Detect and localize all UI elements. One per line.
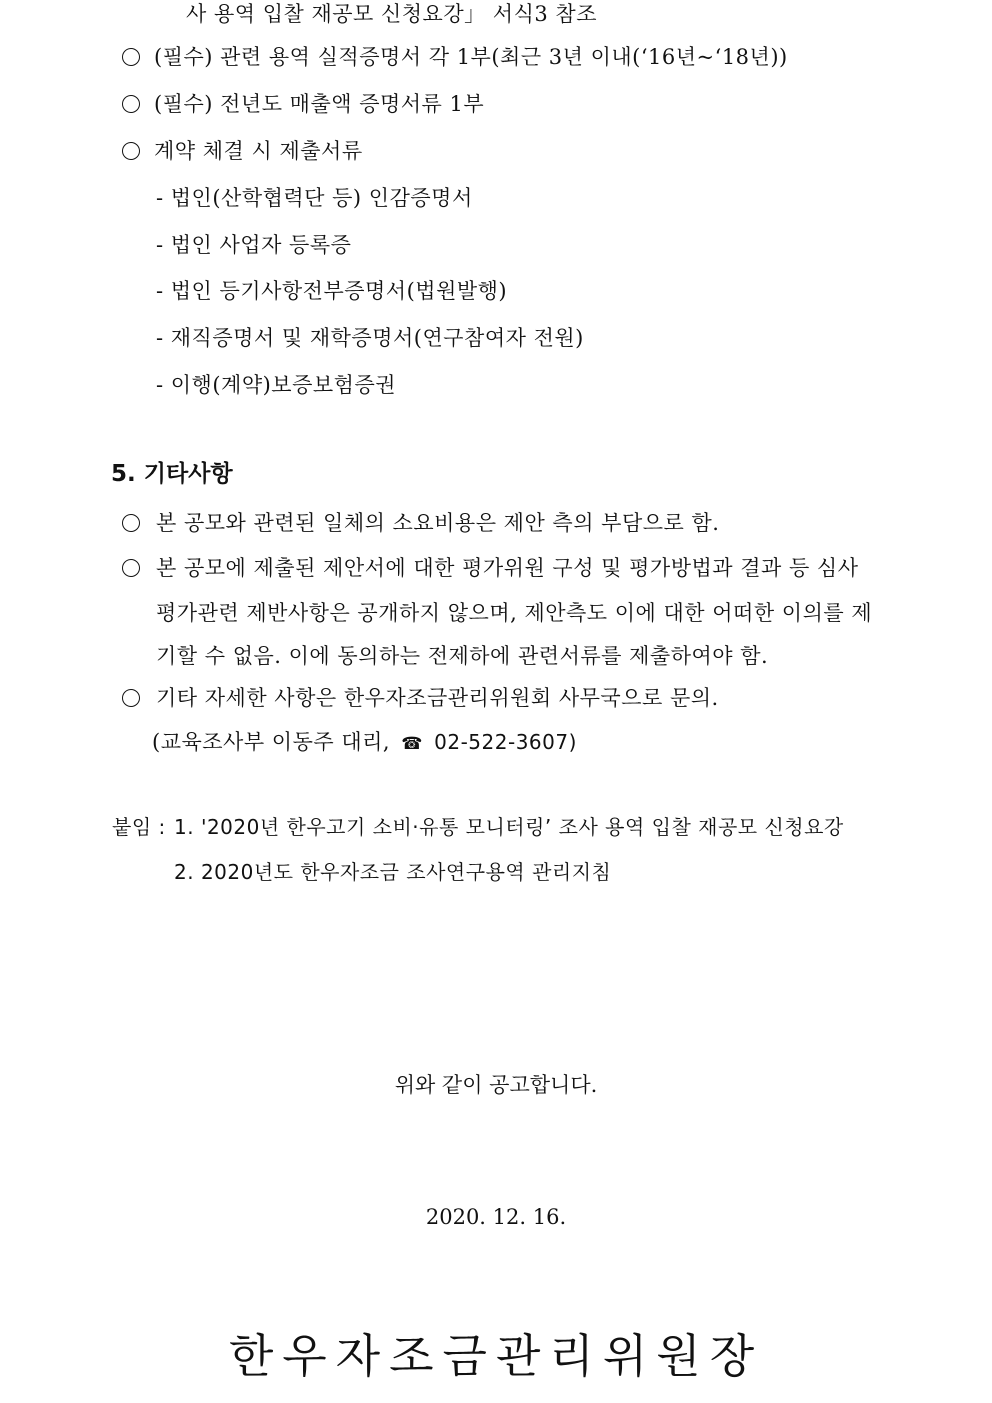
phone-icon: ☎ <box>401 734 423 754</box>
misc-item-evaluation-line2: 평가관련 제반사항은 공개하지 않으며, 제안측도 이에 대한 어떠한 이의를 제 <box>156 601 873 625</box>
announcement-date: 2020. 12. 16. <box>425 1205 567 1229</box>
circle-bullet-icon <box>122 48 140 66</box>
circle-bullet-icon <box>122 142 140 160</box>
circle-bullet-icon <box>122 559 140 577</box>
continued-text: 사 용역 입찰 재공모 신청요강」 서식3 참조 <box>186 2 597 26</box>
contact-line <box>152 728 577 758</box>
issuer-signature: 한우자조금관리위원장 <box>228 1329 764 1383</box>
attachment-label: 붙임 : <box>112 815 166 839</box>
misc-item-cost: 본 공모와 관련된 일체의 소요비용은 제안 측의 부담으로 함. <box>156 511 720 535</box>
contract-doc-item: - 법인 등기사항전부증명서(법원발행) <box>156 279 508 303</box>
contract-doc-item: - 법인 사업자 등록증 <box>156 233 352 257</box>
contact-phone: 02-522-3607) <box>434 730 577 754</box>
circle-bullet-icon <box>122 689 140 707</box>
misc-item-evaluation-line1: 본 공모에 제출된 제안서에 대한 평가위원 구성 및 평가방법과 결과 등 심사 <box>156 556 859 580</box>
attachment-item-1: 1. '2020년 한우고기 소비·유통 모니터링’ 조사 용역 입찰 재공모 신청요강 <box>174 815 844 839</box>
contact-person: (교육조사부 이동주 대리, <box>152 730 391 754</box>
section-heading: 5. 기타사항 <box>111 461 233 487</box>
circle-bullet-icon <box>122 514 140 532</box>
attachment-item-2: 2. 2020년도 한우자조금 조사연구용역 관리지침 <box>174 860 612 884</box>
contract-doc-item: - 법인(산학협력단 등) 인감증명서 <box>156 186 473 210</box>
doc-item-performance: (필수) 관련 용역 실적증명서 각 1부(최근 3년 이내(‘16년~‘18년)) <box>154 45 788 69</box>
doc-item-sales: (필수) 전년도 매출액 증명서류 1부 <box>154 92 485 116</box>
misc-item-inquiry: 기타 자세한 사항은 한우자조금관리위원회 사무국으로 문의. <box>156 686 719 710</box>
contract-doc-item: - 이행(계약)보증보험증권 <box>156 373 397 397</box>
circle-bullet-icon <box>122 95 140 113</box>
closing-statement: 위와 같이 공고합니다. <box>394 1073 598 1097</box>
misc-item-evaluation-line3: 기할 수 없음. 이에 동의하는 전제하에 관련서류를 제출하여야 함. <box>156 644 769 668</box>
doc-item-contract: 계약 체결 시 제출서류 <box>154 139 363 163</box>
contract-doc-item: - 재직증명서 및 재학증명서(연구참여자 전원) <box>156 326 584 350</box>
